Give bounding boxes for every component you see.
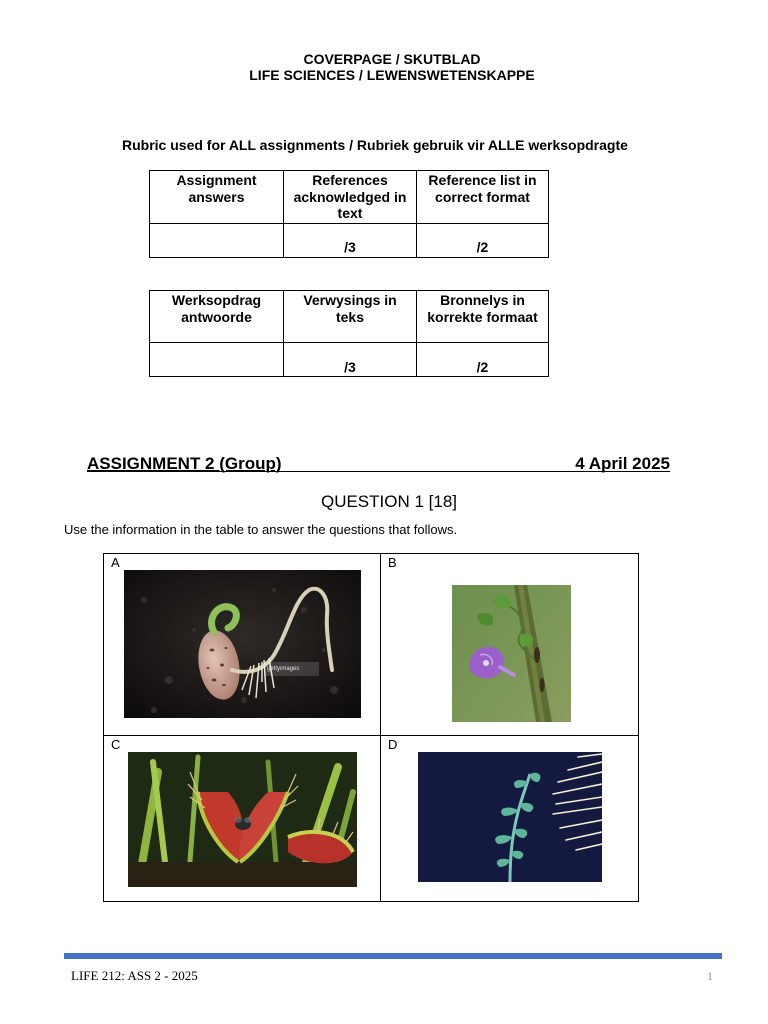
- assignment-heading: [87, 454, 670, 472]
- footer-text: LIFE 212: ASS 2 - 2025: [71, 968, 198, 983]
- rubric-score-werksopdrag: [150, 343, 284, 377]
- image-table: [103, 553, 639, 902]
- header-line-1: COVERPAGE / SKUTBLAD: [303, 51, 481, 67]
- venus-flytrap-photo: [128, 752, 357, 887]
- rubric-header-bronnelys: Bronnelys in korrekte formaat: [417, 291, 549, 343]
- image-label-a: A: [111, 555, 120, 570]
- germinating-seed-photo: [124, 570, 361, 718]
- rubric-score-assignment-answers: [150, 223, 284, 257]
- rubric-score-verwysings: /3: [284, 343, 417, 377]
- climbing-plant-photo: [452, 585, 571, 722]
- rubric-table-english: [149, 170, 549, 258]
- question-instruction: Use the information in the table to answer the questions that follows.: [64, 522, 458, 537]
- document-header: [0, 51, 768, 83]
- rubric-score-bronnelys: /2: [417, 343, 549, 377]
- rubric-header-references-in-text: References acknowledged in text: [284, 171, 417, 224]
- image-label-b: B: [388, 555, 397, 570]
- image-cell-b: [381, 554, 638, 736]
- assignment-title: ASSIGNMENT 2 (Group): [87, 454, 282, 473]
- image-cell-c: [104, 736, 381, 901]
- question-title: QUESTION 1 [18]: [320, 492, 458, 511]
- rubric-score-references-in-text: /3: [284, 223, 417, 257]
- rubric-header-werksopdrag: Werksopdrag antwoorde: [150, 291, 284, 343]
- image-label-c: C: [111, 737, 121, 752]
- rubric-table-afrikaans: [149, 290, 549, 377]
- image-cell-a: [104, 554, 381, 736]
- rubric-score-reference-list: /2: [417, 223, 549, 257]
- rubric-header-assignment-answers: Assignment answers: [150, 171, 284, 224]
- header-line-2: LIFE SCIENCES / LEWENSWETENSKAPPE: [249, 67, 535, 83]
- image-label-d: D: [388, 737, 398, 752]
- phototropism-seedling-photo: [418, 752, 602, 882]
- footer-divider-bar: [64, 953, 722, 959]
- rubric-header-reference-list: Reference list in correct format: [417, 171, 549, 224]
- getty-watermark: gettyimages: [267, 666, 300, 672]
- page-number: 1: [707, 969, 713, 983]
- assignment-date: 4 April 2025: [575, 454, 670, 473]
- rubric-header-verwysings: Verwysings in teks: [284, 291, 417, 343]
- rubric-heading: Rubric used for ALL assignments / Rubriek gebruik vir ALLE werksopdragte: [122, 137, 628, 153]
- image-cell-d: [381, 736, 638, 901]
